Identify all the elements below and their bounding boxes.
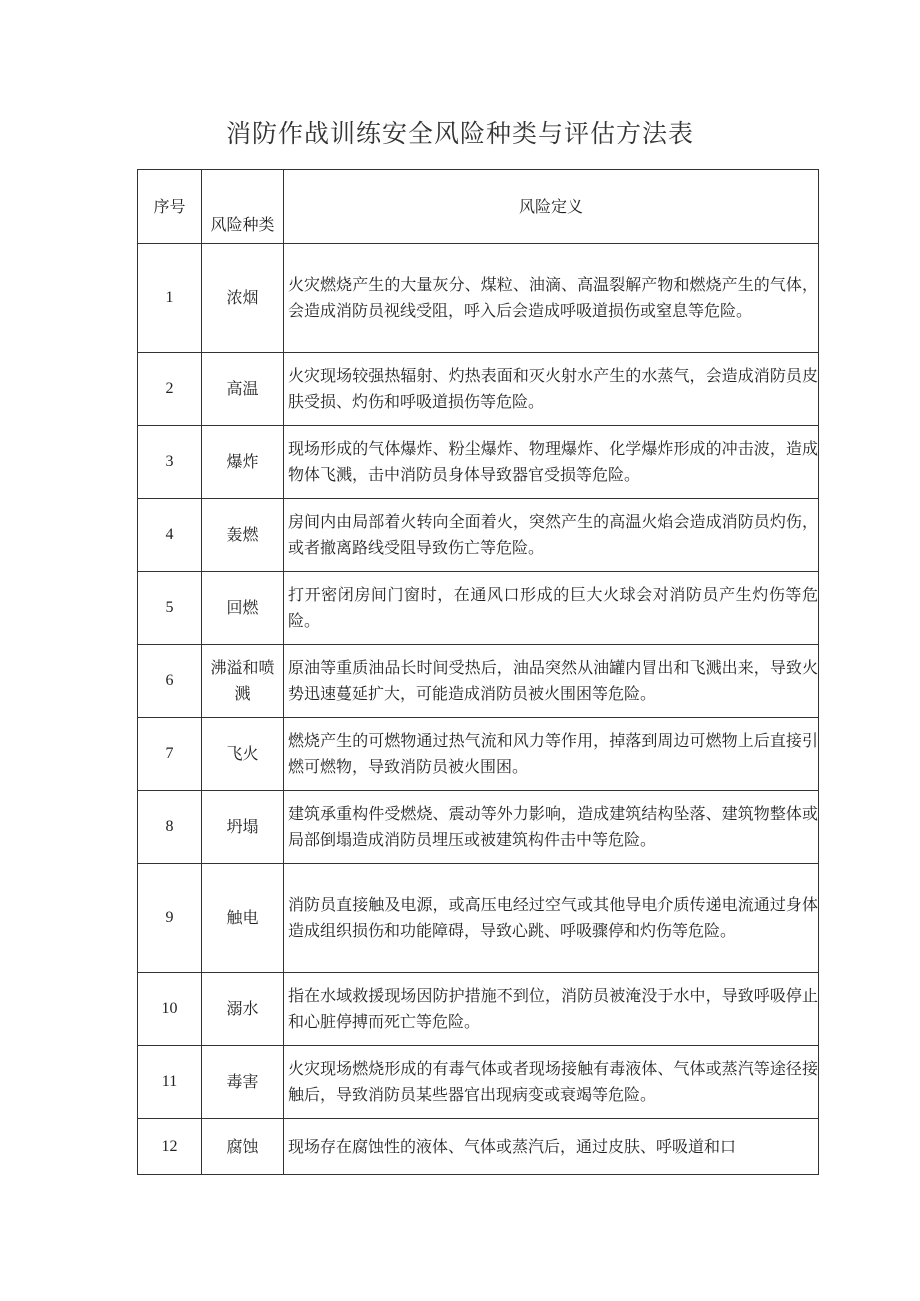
row-definition: 火灾燃烧产生的大量灰分、煤粒、油滴、高温裂解产物和燃烧产生的气体，会造成消防员视线受阻，呼入后会造成呼吸道损伤或窒息等危险。	[284, 244, 819, 353]
header-kind	[202, 170, 284, 244]
row-definition: 消防员直接触及电源，或高压电经过空气或其他导电介质传递电流通过身体造成组织损伤和功能障碍，导致心跳、呼吸骤停和灼伤等危险。	[284, 864, 819, 973]
row-kind: 爆炸	[202, 426, 284, 499]
row-definition: 指在水域救援现场因防护措施不到位，消防员被淹没于水中，导致呼吸停止和心脏停搏而死亡等危险。	[284, 973, 819, 1046]
table-row	[138, 718, 819, 791]
table-row	[138, 864, 819, 973]
row-kind: 浓烟	[202, 244, 284, 353]
header-kind-label: 风险种类	[210, 215, 275, 234]
row-index: 5	[138, 572, 202, 645]
row-index: 12	[138, 1119, 202, 1175]
row-index: 7	[138, 718, 202, 791]
table-header-row	[138, 170, 819, 244]
table-row	[138, 973, 819, 1046]
row-definition: 现场存在腐蚀性的液体、气体或蒸汽后，通过皮肤、呼吸道和口	[284, 1119, 819, 1175]
row-index: 8	[138, 791, 202, 864]
table-row	[138, 1119, 819, 1175]
row-definition: 房间内由局部着火转向全面着火，突然产生的高温火焰会造成消防员灼伤，或者撤离路线受阻导致伤亡等危险。	[284, 499, 819, 572]
table-row	[138, 645, 819, 718]
header-index: 序号	[138, 170, 202, 244]
row-definition: 火灾现场燃烧形成的有毒气体或者现场接触有毒液体、气体或蒸汽等途径接触后，导致消防员某些器官出现病变或衰竭等危险。	[284, 1046, 819, 1119]
row-definition: 打开密闭房间门窗时，在通风口形成的巨大火球会对消防员产生灼伤等危险。	[284, 572, 819, 645]
row-kind: 溺水	[202, 973, 284, 1046]
row-index: 2	[138, 353, 202, 426]
row-index: 10	[138, 973, 202, 1046]
table-row	[138, 353, 819, 426]
table-row	[138, 499, 819, 572]
row-index: 1	[138, 244, 202, 353]
row-kind: 飞火	[202, 718, 284, 791]
row-definition: 建筑承重构件受燃烧、震动等外力影响，造成建筑结构坠落、建筑物整体或局部倒塌造成消防员埋压或被建筑构件击中等危险。	[284, 791, 819, 864]
page-title: 消防作战训练安全风险种类与评估方法表	[225, 119, 694, 148]
row-definition: 原油等重质油品长时间受热后，油品突然从油罐内冒出和飞溅出来，导致火势迅速蔓延扩大，可能造成消防员被火围困等危险。	[284, 645, 819, 718]
row-kind: 毒害	[202, 1046, 284, 1119]
row-index: 9	[138, 864, 202, 973]
table-row	[138, 791, 819, 864]
row-index: 6	[138, 645, 202, 718]
row-kind: 触电	[202, 864, 284, 973]
table-row	[138, 572, 819, 645]
header-definition: 风险定义	[284, 170, 819, 244]
row-kind: 坍塌	[202, 791, 284, 864]
row-index: 3	[138, 426, 202, 499]
row-kind: 沸溢和喷溅	[202, 645, 284, 718]
risk-table	[137, 169, 819, 1175]
table-row	[138, 1046, 819, 1119]
table-row	[138, 426, 819, 499]
row-index: 11	[138, 1046, 202, 1119]
table-row	[138, 244, 819, 353]
row-index: 4	[138, 499, 202, 572]
row-kind: 回燃	[202, 572, 284, 645]
row-definition: 燃烧产生的可燃物通过热气流和风力等作用，掉落到周边可燃物上后直接引燃可燃物，导致消防员被火围困。	[284, 718, 819, 791]
row-definition: 火灾现场较强热辐射、灼热表面和灭火射水产生的水蒸气，会造成消防员皮肤受损、灼伤和呼吸道损伤等危险。	[284, 353, 819, 426]
row-kind: 高温	[202, 353, 284, 426]
row-kind: 腐蚀	[202, 1119, 284, 1175]
row-kind: 轰燃	[202, 499, 284, 572]
row-definition: 现场形成的气体爆炸、粉尘爆炸、物理爆炸、化学爆炸形成的冲击波，造成物体飞溅，击中消防员身体导致器官受损等危险。	[284, 426, 819, 499]
